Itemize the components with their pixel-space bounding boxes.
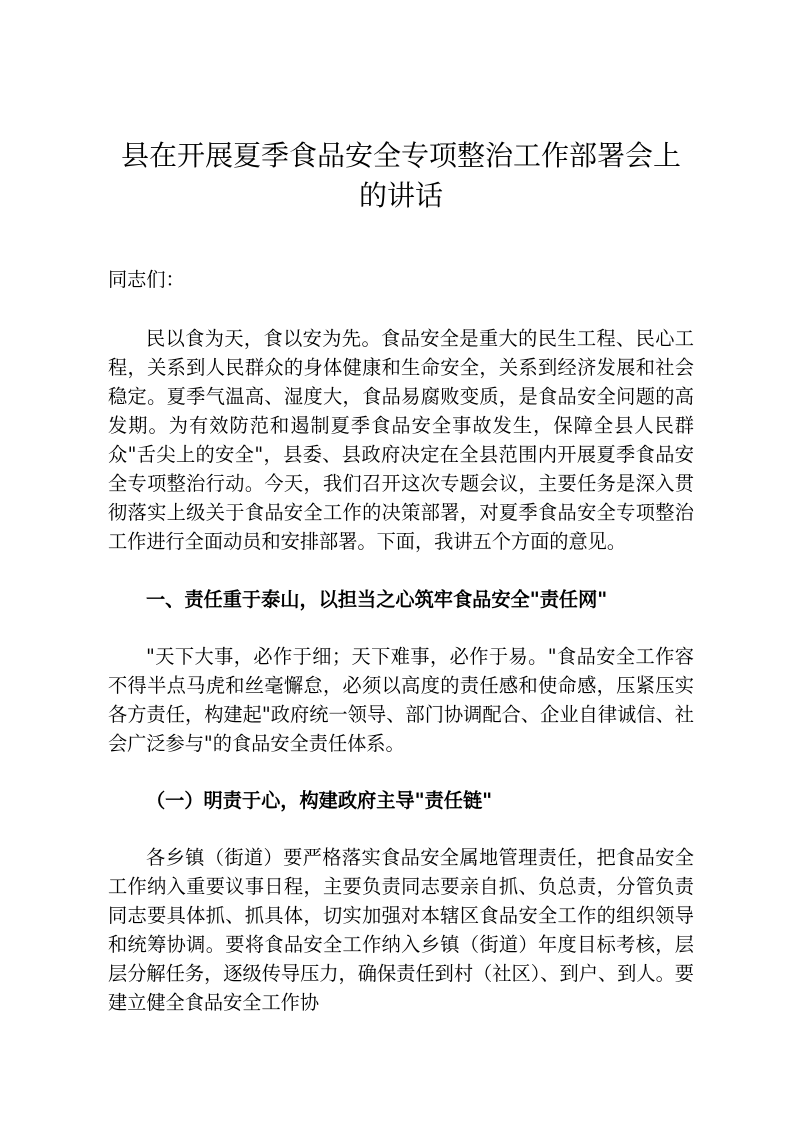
subsection-heading-1: （一）明责于心，构建政府主导"责任链" xyxy=(146,789,493,812)
document-title: 县在开展夏季食品安全专项整治工作部署会上的讲话 xyxy=(120,139,681,212)
paragraph-responsibility: "天下大事，必作于细；天下难事，必作于易。"食品安全工作容不得半点马虎和丝毫懈怠，必须以高度的责任感和使命感，压紧压实各方责任，构建起"政府统一领导、部门协调配合、企业自律诚信、社会广泛参与"的食品安全责任体系。 xyxy=(108,645,694,755)
section-heading-1: 一、责任重于泰山，以担当之心筑牢食品安全"责任网" xyxy=(146,588,608,611)
paragraph-intro: 民以食为天，食以安为先。食品安全是重大的民生工程、民心工程，关系到人民群众的身体健康和生命安全，关系到经济发展和社会稳定。夏季气温高、湿度大，食品易腐败变质，是食品安全问题的高发期。为有效防范和遏制夏季食品安全事故发生，保障全县人民群众"舌尖上的安全"，县委、县政府决定在全县范围内开展夏季食品安全专项整治行动。今天，我们召开这次专题会议，主要任务是深入贯彻落实上级关于食品安全工作的决策部署，对夏季食品安全专项整治工作进行全面动员和安排部署。下面，我讲五个方面的意见。 xyxy=(108,327,694,553)
paragraph-government-chain: 各乡镇（街道）要严格落实食品安全属地管理责任，把食品安全工作纳入重要议事日程，主要负责同志要亲自抓、负总责，分管负责同志要具体抓、抓具体，切实加强对本辖区食品安全工作的组织领导和统筹协调。要将食品安全工作纳入乡镇（街道）年度目标考核，层层分解任务，逐级传导压力，确保责任到村（社区）、到户、到人。要建立健全食品安全工作协 xyxy=(108,846,694,1014)
greeting: 同志们： xyxy=(108,268,185,291)
document-page xyxy=(108,136,694,1017)
